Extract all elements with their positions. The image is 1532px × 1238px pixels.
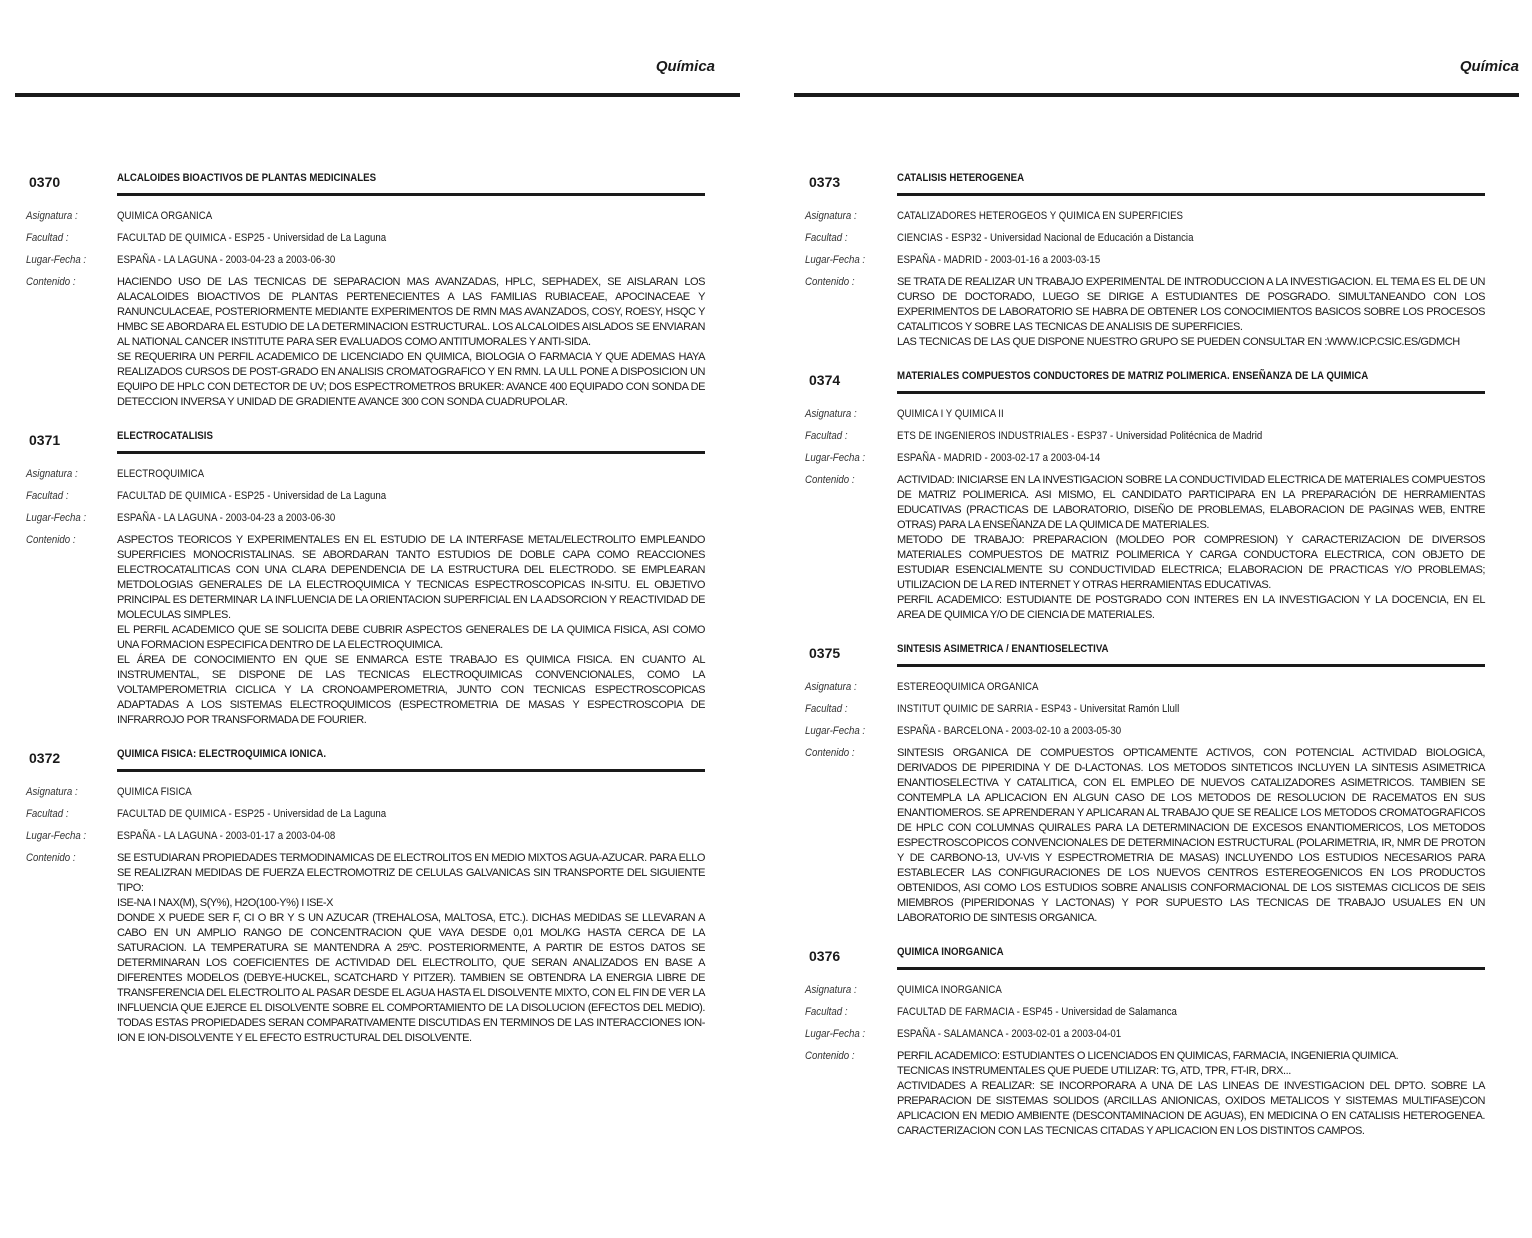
entry <box>766 370 1532 623</box>
entry <box>766 946 1532 1139</box>
field-label: Lugar-Fecha : <box>805 254 866 266</box>
entry-title: ALCALOIDES BIOACTIVOS DE PLANTAS MEDICINALES <box>117 172 377 184</box>
entry-code: 0371 <box>29 432 61 448</box>
content-text <box>117 533 705 728</box>
entry <box>0 430 766 728</box>
field-lugar-fecha <box>766 253 1532 268</box>
field-value: QUIMICA INORGANICA <box>897 984 1002 996</box>
content-paragraph: EL PERFIL ACADEMICO QUE SE SOLICITA DEBE CUBRIR ASPECTOS GENERALES DE LA QUIMICA FISICA, ASI COMO UNA FORMACION ESPECIFICA DENTRO DE LA ELECTROQUIMICA. <box>117 624 705 651</box>
field-facultad <box>0 807 766 822</box>
field-value: ESPAÑA - LA LAGUNA - 2003-04-23 a 2003-06-30 <box>117 512 336 524</box>
content-paragraph: METODO DE TRABAJO: PREPARACION (MOLDEO POR COMPRESION) Y CARACTERIZACION DE DIVERSOS MATERIALES COMPUESTOS DE MATRIZ POLIMERICA Y CARGA CONDUCTORA ELECTRICA, CON OBJETO DE ESTUDIAR ESENCIALMENTE SU CONDUCTIVIDAD ELECTRICA; ELABORACION DE PRACTICAS Y/O PROBLEMAS; UTILIZACION DE LA RED INTERNET Y OTRAS HERRAMIENTAS EDUCATIVAS. <box>897 534 1485 591</box>
field-lugar-fecha <box>0 829 766 844</box>
entry-title: QUIMICA FISICA: ELECTROQUIMICA IONICA. <box>117 748 327 760</box>
field-lugar-fecha <box>0 253 766 268</box>
field-asignatura <box>766 209 1532 224</box>
content-text <box>117 275 705 410</box>
field-value: ESPAÑA - MADRID - 2003-02-17 a 2003-04-14 <box>897 452 1101 464</box>
field-value: ESPAÑA - LA LAGUNA - 2003-01-17 a 2003-04-08 <box>117 830 336 842</box>
field-label: Lugar-Fecha : <box>805 1028 866 1040</box>
field-value: ESPAÑA - LA LAGUNA - 2003-04-23 a 2003-06-30 <box>117 254 336 266</box>
field-value: INSTITUT QUIMIC DE SARRIA - ESP43 - Universitat Ramón Llull <box>897 703 1180 715</box>
field-contenido <box>766 1049 1532 1139</box>
field-label: Facultad : <box>805 703 848 715</box>
content-paragraph: SE REQUERIRA UN PERFIL ACADEMICO DE LICENCIADO EN QUIMICA, BIOLOGIA O FARMACIA Y QUE ADEMAS HAYA REALIZADOS CURSOS DE POST-GRADO EN ANALISIS CROMATOGRAFICO Y EN RMN. LA ULL PONE A DISPOSICION UN EQUIPO DE HPLC CON DETECTOR DE UV; DOS ESPECTROMETROS BRUKER: AVANCE 400 EQUIPADO CON SONDA DE DETECCION INVERSA Y UNIDAD DE GRADIENTE AVANCE 300 CON SONDA CUADRUPOLAR. <box>117 351 705 408</box>
field-asignatura <box>766 407 1532 422</box>
field-label: Contenido : <box>805 1050 855 1062</box>
content-text <box>897 1049 1485 1139</box>
field-value: ESPAÑA - SALAMANCA - 2003-02-01 a 2003-04-01 <box>897 1028 1122 1040</box>
field-label: Contenido : <box>26 852 76 864</box>
field-asignatura <box>766 680 1532 695</box>
entry-title: CATALISIS HETEROGENEA <box>897 172 1025 184</box>
entry-rule <box>897 664 1485 667</box>
header-rule <box>794 93 1519 97</box>
field-value: QUIMICA FISICA <box>117 786 192 798</box>
entry-header <box>766 946 1532 969</box>
field-label: Lugar-Fecha : <box>805 452 866 464</box>
field-value: ESTEREOQUIMICA ORGANICA <box>897 681 1039 693</box>
content-paragraph: TECNICAS INSTRUMENTALES QUE PUEDE UTILIZAR: TG, ATD, TPR, FT-IR, DRX... <box>897 1065 1291 1077</box>
content-paragraph: ASPECTOS TEORICOS Y EXPERIMENTALES EN EL ESTUDIO DE LA INTERFASE METAL/ELECTROLITO EMPLEANDO SUPERFICIES MONOCRISTALINAS. SE ABORDARAN TANTO ESTUDIOS DE DOBLE CAPA COMO REACCIONES ELECTROCATALITICAS CON UNA CLARA DEPENDENCIA DE LA ESTRUCTURA DEL ELECTRODO. SE EMPLEARAN METDOLOGIAS GENERALES DE LA ELECTROQUIMICA Y TECNICAS ESPECTROSCOPICAS IN-SITU. EL OBJETIVO PRINCIPAL ES DETERMINAR LA INFLUENCIA DE LA ORIENTACION SUPERFICIAL EN LA ADSORCION Y REACTIVIDAD DE MOLECULAS SIMPLES. <box>117 534 705 621</box>
field-label: Lugar-Fecha : <box>26 254 87 266</box>
field-label: Lugar-Fecha : <box>26 512 87 524</box>
entry-rule <box>117 193 705 196</box>
entry-fields <box>766 393 1532 623</box>
field-facultad <box>766 429 1532 444</box>
field-value: ELECTROQUIMICA <box>117 468 205 480</box>
field-label: Facultad : <box>26 490 69 502</box>
entries-list <box>0 172 766 1066</box>
entry-fields <box>0 453 766 728</box>
entry-rule <box>117 451 705 454</box>
entry <box>766 643 1532 926</box>
field-lugar-fecha <box>766 1027 1532 1042</box>
content-paragraph: ISE-NA I NAX(M), S(Y%), H2O(100-Y%) I ISE-X <box>117 897 333 909</box>
content-paragraph: SE ESTUDIARAN PROPIEDADES TERMODINAMICAS DE ELECTROLITOS EN MEDIO MIXTOS AGUA-AZUCAR. PARA ELLO SE REALIZRAN MEDIDAS DE FUERZA ELECTROMOTRIZ DE CELULAS GALVANICAS SIN TRANSPORTE DEL SIGUIENTE TIPO: <box>117 852 705 894</box>
field-label: Asignatura : <box>805 210 857 222</box>
field-label: Contenido : <box>26 276 76 288</box>
field-value: ESPAÑA - BARCELONA - 2003-02-10 a 2003-05-30 <box>897 725 1122 737</box>
field-label: Lugar-Fecha : <box>805 725 866 737</box>
content-paragraph: PERFIL ACADEMICO: ESTUDIANTE DE POSTGRADO CON INTERES EN LA INVESTIGACION Y LA DOCENCIA, EN EL AREA DE QUIMICA Y/O DE CIENCIA DE MATERIALES. <box>897 594 1485 621</box>
field-label: Asignatura : <box>26 468 78 480</box>
field-value: FACULTAD DE FARMACIA - ESP45 - Universidad de Salamanca <box>897 1006 1177 1018</box>
content-paragraph: LAS TECNICAS DE LAS QUE DISPONE NUESTRO GRUPO SE PUEDEN CONSULTAR EN :WWW.ICP.CSIC.ES/GDMCH <box>897 336 1460 348</box>
field-value: CATALIZADORES HETEROGEOS Y QUIMICA EN SUPERFICIES <box>897 210 1183 222</box>
field-label: Asignatura : <box>805 408 857 420</box>
page-header: Química <box>655 58 715 75</box>
field-label: Contenido : <box>805 747 855 759</box>
content-paragraph: PERFIL ACADEMICO: ESTUDIANTES O LICENCIADOS EN QUIMICAS, FARMACIA, INGENIERIA QUIMICA. <box>897 1050 1399 1062</box>
field-lugar-fecha <box>766 724 1532 739</box>
field-label: Lugar-Fecha : <box>26 830 87 842</box>
entry-fields <box>766 969 1532 1139</box>
entry-header <box>0 430 766 453</box>
field-contenido <box>0 851 766 1046</box>
field-label: Facultad : <box>26 808 69 820</box>
entry-fields <box>0 195 766 410</box>
entry-title: QUIMICA INORGANICA <box>897 946 1004 958</box>
right-page <box>766 0 1532 1238</box>
field-label: Contenido : <box>805 276 855 288</box>
entry <box>766 172 1532 350</box>
field-asignatura <box>0 209 766 224</box>
content-paragraph: ACTIVIDADES A REALIZAR: SE INCORPORARA A UNA DE LAS LINEAS DE INVESTIGACION DEL DPTO. SOBRE LA PREPARACION DE SISTEMAS SOLIDOS (ARCILLAS ANIONICAS, OXIDOS METALICOS Y SISTEMAS MULTIFASE)CON APLICACION EN MEDIO AMBIENTE (DESCONTAMINACION DE AGUAS), EN MEDICINA O EN CATALISIS HETEROGENEA. CARACTERIZACION CON LAS TECNICAS CITADAS Y APLICACION EN LOS DISTINTOS CAMPOS. <box>897 1080 1485 1137</box>
field-lugar-fecha <box>0 511 766 526</box>
entry-title: MATERIALES COMPUESTOS CONDUCTORES DE MATRIZ POLIMERICA. ENSEÑANZA DE LA QUIMICA <box>897 370 1369 382</box>
entry-rule <box>117 769 705 772</box>
field-label: Contenido : <box>26 534 76 546</box>
content-text <box>897 473 1485 623</box>
entry <box>0 172 766 410</box>
field-value: ESPAÑA - MADRID - 2003-01-16 a 2003-03-15 <box>897 254 1101 266</box>
field-contenido <box>766 275 1532 350</box>
field-facultad <box>766 1005 1532 1020</box>
field-facultad <box>0 489 766 504</box>
field-label: Asignatura : <box>26 210 78 222</box>
entry-title: SINTESIS ASIMETRICA / ENANTIOSELECTIVA <box>897 643 1109 655</box>
content-paragraph: SE TRATA DE REALIZAR UN TRABAJO EXPERIMENTAL DE INTRODUCCION A LA INVESTIGACION. EL TEMA ES EL DE UN CURSO DE DOCTORADO, LUEGO SE DIRIGE A ESTUDIANTES DE POSGRADO. SIMULTANEANDO CON LOS EXPERIMENTOS DE LABORATORIO SE HABRA DE OBTENER LOS CONOCIMIENTOS BASICOS SOBRE LOS PROCESOS CATALITICOS Y SOBRE LAS TECNICAS DE ANALISIS DE SUPERFICIES. <box>897 276 1485 333</box>
field-label: Asignatura : <box>805 984 857 996</box>
entry-code: 0375 <box>809 645 841 661</box>
field-contenido <box>0 533 766 728</box>
field-contenido <box>766 746 1532 926</box>
content-paragraph: EL ÁREA DE CONOCIMIENTO EN QUE SE ENMARCA ESTE TRABAJO ES QUIMICA FISICA. EN CUANTO AL INSTRUMENTAL, SE DISPONE DE LAS TECNICAS ELECTROQUIMICAS CONVENCIONALES, COMO LA VOLTAMPEROMETRIA CICLICA Y LA CRONOAMPEROMETRIA, JUNTO CON TECNICAS ESPECTROSCOPICAS ADAPTADAS A LOS SISTEMAS ELECTROQUIMICOS (ESPECTROMETRIA DE MASAS Y ESPECTROSCOPIA DE INFRARROJO POR TRANSFORMADA DE FOURIER. <box>117 654 705 726</box>
field-facultad <box>766 702 1532 717</box>
field-label: Facultad : <box>805 1006 848 1018</box>
content-text <box>897 275 1485 350</box>
field-label: Contenido : <box>805 474 855 486</box>
field-value: ETS DE INGENIEROS INDUSTRIALES - ESP37 - Universidad Politécnica de Madrid <box>897 430 1263 442</box>
field-label: Facultad : <box>805 232 848 244</box>
entry-header <box>766 643 1532 666</box>
field-value: QUIMICA ORGANICA <box>117 210 213 222</box>
field-asignatura <box>0 785 766 800</box>
entry-header <box>0 748 766 771</box>
entry-fields <box>0 771 766 1046</box>
field-value: QUIMICA I Y QUIMICA II <box>897 408 1004 420</box>
page-header: Química <box>1459 58 1519 75</box>
entry-fields <box>766 195 1532 350</box>
field-value: CIENCIAS - ESP32 - Universidad Nacional de Educación a Distancia <box>897 232 1194 244</box>
entry-header <box>0 172 766 195</box>
entry-rule <box>897 391 1485 394</box>
entry-title: ELECTROCATALISIS <box>117 430 213 442</box>
entry-rule <box>897 967 1485 970</box>
entry-code: 0374 <box>809 372 841 388</box>
entry-code: 0370 <box>29 174 61 190</box>
field-facultad <box>766 231 1532 246</box>
entry-fields <box>766 666 1532 926</box>
entry <box>0 748 766 1046</box>
field-label: Facultad : <box>805 430 848 442</box>
field-contenido <box>766 473 1532 623</box>
entry-code: 0373 <box>809 174 841 190</box>
field-label: Asignatura : <box>26 786 78 798</box>
field-value: FACULTAD DE QUIMICA - ESP25 - Universidad de La Laguna <box>117 808 387 820</box>
entry-code: 0372 <box>29 750 61 766</box>
field-contenido <box>0 275 766 410</box>
field-facultad <box>0 231 766 246</box>
content-paragraph: SINTESIS ORGANICA DE COMPUESTOS OPTICAMENTE ACTIVOS, CON POTENCIAL ACTIVIDAD BIOLOGICA, DERIVADOS DE PIPERIDINA Y DE D-LACTONAS. LOS METODOS SINTETICOS INCLUYEN LA SINTESIS ASIMETRICA ENANTIOSELECTIVA Y CATALITICA, CON EL EMPLEO DE NUEVOS CATALIZADORES ASIMETRICOS. TAMBIEN SE CONTEMPLA LA APLICACION EN ALGUN CASO DE LOS METODOS DE RESOLUCION DE RACEMATOS EN SUS ENANTIOMEROS. SE APRENDERAN Y APLICARAN AL TRABAJO QUE SE REALICE LOS METODOS CROMATOGRAFICOS DE HPLC CON COLUMNAS QUIRALES PARA LA DETERMINACION DE EXCESOS ENANTIOMERICOS, LOS METODOS ESPECTROSCOPICOS CONVENCIONALES DE DETERMINACION ESTRUCTURAL (POLARIMETRIA, IR, NMR DE PROTON Y DE CARBONO-13, UV-VIS Y ESPECTROMETRIA DE MASAS) INCLUYENDO LOS ESTUDIOS NECESARIOS PARA ESTABLECER LAS CONFIGURACIONES DE LOS NUEVOS CENTROS ESTEREOGENICOS EN LOS PRODUCTOS OBTENIDOS, ASI COMO LOS ESTUDIOS SOBRE ANALISIS CONFORMACIONAL DE LOS SISTEMAS CICLICOS DE SEIS MIEMBROS (PIPERIDONAS Y LACTONAS) Y POR SUPUESTO LAS TECNICAS DE TRABAJO USUALES EN UN LABORATORIO DE SINTESIS ORGANICA. <box>897 747 1485 924</box>
field-value: FACULTAD DE QUIMICA - ESP25 - Universidad de La Laguna <box>117 232 387 244</box>
header-rule <box>15 93 740 97</box>
entries-list <box>766 172 1532 1159</box>
entry-header <box>766 370 1532 393</box>
field-lugar-fecha <box>766 451 1532 466</box>
content-text <box>117 851 705 1046</box>
entry-header <box>766 172 1532 195</box>
field-label: Asignatura : <box>805 681 857 693</box>
content-paragraph: ACTIVIDAD: INICIARSE EN LA INVESTIGACION SOBRE LA CONDUCTIVIDAD ELECTRICA DE MATERIALES COMPUESTOS DE MATRIZ POLIMERICA. ASI MISMO, EL CANDIDATO PARTICIPARA EN LA PREPARACIÓN DE HERRAMIENTAS EDUCATIVAS (PRACTICAS DE LABORATORIO, DISEÑO DE PROBLEMAS, ELABORACION DE PAGINAS WEB, ENTRE OTRAS) PARA LA ENSEÑANZA DE LA QUIMICA DE MATERIALES. <box>897 474 1485 531</box>
entry-rule <box>897 193 1485 196</box>
field-asignatura <box>0 467 766 482</box>
content-paragraph: DONDE X PUEDE SER F, CI O BR Y S UN AZUCAR (TREHALOSA, MALTOSA, ETC.). DICHAS MEDIDAS SE LLEVARAN A CABO EN UN AMPLIO RANGO DE CONCENTRACION QUE VAYA DESDE 0,01 MOL/KG HASTA CERCA DE LA SATURACION. LA TEMPERATURA SE MANTENDRA A 25ºC. POSTERIORMENTE, A PARTIR DE ESTOS DATOS SE DETERMINARAN LOS COEFICIENTES DE ACTIVIDAD DEL ELECTROLITO, QUE SERAN ANALIZADOS EN BASE A DIFERENTES MODELOS (DEBYE-HUCKEL, SCATCHARD Y PITZER). TAMBIEN SE OBTENDRA LA ENERGIA LIBRE DE TRANSFERENCIA DEL ELECTROLITO AL PASAR DESDE EL AGUA HASTA EL DISOLVENTE MIXTO, CON EL FIN DE VER LA INFLUENCIA QUE EJERCE EL DISOLVENTE SOBRE EL COMPORTAMIENTO DE LA DISOLUCION (EFECTOS DEL MEDIO). TODAS ESTAS PROPIEDADES SERAN COMPARATIVAMENTE DISCUTIDAS EN TERMINOS DE LAS INTERACCIONES ION-ION E ION-DISOLVENTE Y EL EFECTO ESTRUCTURAL DEL DISOLVENTE. <box>117 912 705 1044</box>
field-label: Facultad : <box>26 232 69 244</box>
field-value: FACULTAD DE QUIMICA - ESP25 - Universidad de La Laguna <box>117 490 387 502</box>
entry-code: 0376 <box>809 948 841 964</box>
content-text <box>897 746 1485 926</box>
content-paragraph: HACIENDO USO DE LAS TECNICAS DE SEPARACION MAS AVANZADAS, HPLC, SEPHADEX, SE AISLARAN LOS ALACALOIDES BIOACTIVOS DE PLANTAS PERTENECIENTES A LAS FAMILIAS RUBIACEAE, APOCINACEAE Y RANUNCULACEAE, POSTERIORMENTE MEDIANTE EXPERIMENTOS DE RMN MAS AVANZADOS, COSY, ROESY, HSQC Y HMBC SE ABORDARA EL ESTUDIO DE LA DETERMINACION ESTRUCTURAL. LOS ALCALOIDES AISLADOS SE ENVIARAN AL NATIONAL CANCER INSTITUTE PARA SER EVALUADOS COMO ANTITUMORALES Y ANTI-SIDA. <box>117 276 705 348</box>
field-asignatura <box>766 983 1532 998</box>
